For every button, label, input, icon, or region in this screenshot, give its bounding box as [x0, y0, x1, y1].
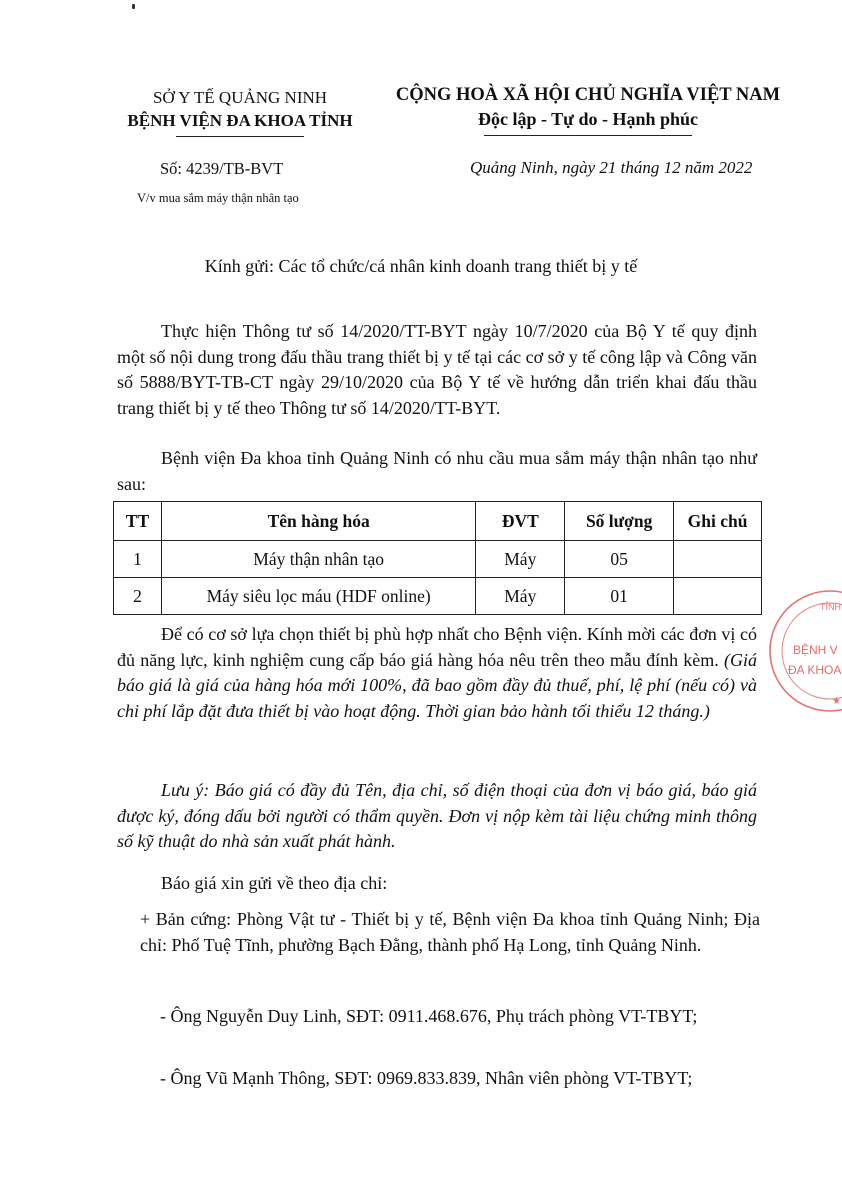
paragraph-need: Bệnh viện Đa khoa tỉnh Quảng Ninh có nhu cầu mua sắm máy thận nhân tạo như sau:	[117, 448, 757, 494]
table-row	[114, 578, 762, 615]
cell-index: 1	[114, 541, 162, 578]
cell-quantity: 05	[565, 541, 674, 578]
svg-text:★: ★	[832, 696, 841, 707]
cell-unit: Máy	[476, 541, 565, 578]
nation-motto: Độc lập - Tự do - Hạnh phúc	[477, 109, 699, 129]
cell-quantity: 01	[565, 578, 674, 615]
org-underline	[176, 136, 304, 137]
paragraph-send-to: Báo giá xin gửi về theo địa chỉ:	[161, 873, 388, 893]
goods-table	[113, 501, 762, 615]
paragraph-legal-basis: Thực hiện Thông tư số 14/2020/TT-BYT ngày 10/7/2020 của Bộ Y tế quy định một số nội dung trong đấu thầu trang thiết bị y tế tại các cơ sở y tế công lập và Công văn số 5888/BYT-TB-CT ngày 29/10/2020 của Bộ Y tế về hướng dẫn triển khai đấu thầu trang thiết bị y tế theo Thông tư số 14/2020/TT-BYT.	[117, 321, 757, 419]
scan-speck	[132, 4, 135, 9]
nation-title: CỘNG HOÀ XÃ HỘI CHỦ NGHĨA VIỆT NAM	[395, 85, 781, 105]
paragraph-note: Lưu ý: Báo giá có đầy đủ Tên, địa chỉ, số điện thoại của đơn vị báo giá, báo giá được ký, đóng dấu bởi người có thẩm quyền. Đơn vị nộp kèm tài liệu chứng minh thông số kỹ thuật do nhà sản xuất phát hành.	[117, 780, 757, 852]
header-cell: Tên hàng hóa	[161, 502, 475, 541]
hard-copy-address: + Bản cứng: Phòng Vật tư - Thiết bị y tế, Bệnh viện Đa khoa tỉnh Quảng Ninh; Địa chỉ: Phố Tuệ Tĩnh, phường Bạch Đằng, thành phố Hạ Long, tỉnh Quảng Ninh.	[140, 909, 760, 955]
cell-item-name: Máy thận nhân tạo	[161, 541, 475, 578]
seal-stamp	[758, 586, 842, 716]
contact-thong: - Ông Vũ Mạnh Thông, SĐT: 0969.833.839, Nhân viên phòng VT-TBYT;	[160, 1068, 693, 1088]
org-parent: SỞ Y TẾ QUẢNG NINH	[152, 88, 328, 107]
header-cell: Số lượng	[565, 502, 674, 541]
recipient-line: Kính gửi: Các tổ chức/cá nhân kinh doanh trang thiết bị y tế	[204, 256, 638, 276]
stamp-line2: ĐA KHOA	[788, 663, 842, 677]
table-row	[114, 541, 762, 578]
header-cell: Ghi chú	[674, 502, 762, 541]
cell-index: 2	[114, 578, 162, 615]
paragraph-invitation: Để có cơ sở lựa chọn thiết bị phù hợp nhất cho Bệnh viện. Kính mời các đơn vị có đủ năng lực, kinh nghiệm cung cấp báo giá hàng hóa nêu trên theo mẫu đính kèm. (Giá báo giá là giá của hàng hóa mới 100%, đã bao gồm đầy đủ thuế, phí, lệ phí (nếu có) và chi phí lắp đặt đưa thiết bị vào hoạt động. Thời gian bảo hành tối thiểu 12 tháng.)	[117, 624, 757, 722]
stamp-top-text: TỈNH	[820, 602, 841, 612]
cell-note	[674, 578, 762, 615]
document-number: Số: 4239/TB-BVT	[160, 159, 284, 178]
header-cell: ĐVT	[476, 502, 565, 541]
contact-linh: - Ông Nguyễn Duy Linh, SĐT: 0911.468.676, Phụ trách phòng VT-TBYT;	[160, 1006, 698, 1026]
org-name: BỆNH VIỆN ĐA KHOA TỈNH	[127, 111, 353, 130]
cell-note	[674, 541, 762, 578]
table-header-row	[114, 502, 762, 541]
header-cell: TT	[114, 502, 162, 541]
cell-item-name: Máy siêu lọc máu (HDF online)	[161, 578, 475, 615]
cell-unit: Máy	[476, 578, 565, 615]
motto-underline	[484, 135, 692, 136]
stamp-line1: BỆNH V	[793, 643, 838, 657]
document-subject: V/v mua sắm máy thận nhân tạo	[137, 191, 299, 205]
place-date: Quảng Ninh, ngày 21 tháng 12 năm 2022	[470, 158, 753, 177]
